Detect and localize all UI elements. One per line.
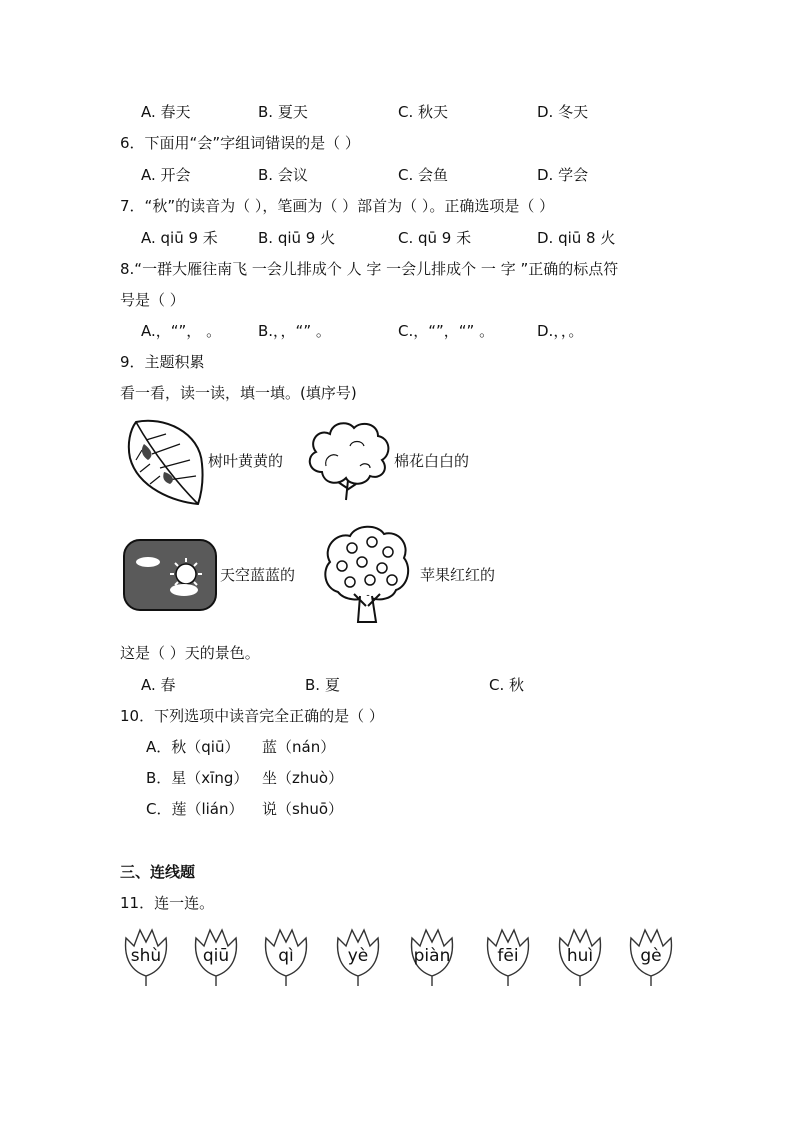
q5-option-a[interactable]: A. 春天 xyxy=(141,103,191,121)
q10-option-b-second: 坐（zhuò） xyxy=(262,769,344,787)
pinyin-label: huì xyxy=(566,946,594,966)
pinyin-flower-ge[interactable] xyxy=(625,924,677,990)
pinyin-flower-qi[interactable] xyxy=(260,924,312,990)
apple-caption: 苹果红红的 xyxy=(420,566,496,584)
q10-option-c[interactable]: C．莲（lián） xyxy=(146,800,244,818)
cotton-illustration xyxy=(302,416,394,502)
q6-option-a[interactable]: A. 开会 xyxy=(141,166,191,184)
q8-stem-line2: 号是（ ） xyxy=(120,291,185,309)
pinyin-flower-ye[interactable] xyxy=(332,924,384,990)
leaf-caption: 树叶黄黄的 xyxy=(208,452,284,470)
cotton-caption: 棉花白白的 xyxy=(394,452,470,470)
q7-option-c[interactable]: C. qū 9 禾 xyxy=(398,229,472,247)
q10-option-a[interactable]: A．秋（qiū） xyxy=(146,738,240,756)
q8-option-b[interactable]: B.，，“” 。 xyxy=(258,322,331,340)
q8-option-a[interactable]: A.，“”， 。 xyxy=(141,322,222,340)
pinyin-flower-hui[interactable] xyxy=(554,924,606,990)
q8-option-c[interactable]: C.，“”，“” 。 xyxy=(398,322,495,340)
pinyin-label: piàn xyxy=(413,946,451,966)
q10-option-b[interactable]: B．星（xīng） xyxy=(146,769,249,787)
q5-option-b[interactable]: B. 夏天 xyxy=(258,103,308,121)
pinyin-label: shù xyxy=(130,946,162,966)
q9-instruction: 看一看，读一读，填一填。(填序号) xyxy=(120,384,357,402)
q7-option-d[interactable]: D. qiū 8 火 xyxy=(537,229,616,247)
q8-stem-line1: 8.“一群大雁往南飞 一会儿排成个 人 字 一会儿排成个 一 字 ”正确的标点符 xyxy=(120,260,619,278)
q7-option-b[interactable]: B. qiū 9 火 xyxy=(258,229,336,247)
leaf-icon xyxy=(124,414,206,508)
pinyin-flower-pian[interactable] xyxy=(406,924,458,990)
q6-stem: 6．下面用“会”字组词错误的是（ ） xyxy=(120,134,360,152)
q8-option-d[interactable]: D.，，。 xyxy=(537,322,584,340)
cotton-icon xyxy=(302,416,394,502)
q5-option-d[interactable]: D. 冬天 xyxy=(537,103,589,121)
q9-question: 这是（ ）天的景色。 xyxy=(120,644,260,662)
pinyin-label: fēi xyxy=(497,946,519,966)
pinyin-label: gè xyxy=(640,946,662,966)
apple-tree-icon xyxy=(320,522,412,626)
q7-option-a[interactable]: A. qiū 9 禾 xyxy=(141,229,218,247)
sky-caption: 天空蓝蓝的 xyxy=(220,566,296,584)
q6-option-c[interactable]: C. 会鱼 xyxy=(398,166,449,184)
q5-option-c[interactable]: C. 秋天 xyxy=(398,103,449,121)
q9-option-c[interactable]: C. 秋 xyxy=(489,676,525,694)
apple-tree-illustration xyxy=(320,522,412,626)
pinyin-flower-qiu[interactable] xyxy=(190,924,242,990)
leaf-illustration xyxy=(124,414,206,508)
sky-illustration xyxy=(122,538,218,612)
pinyin-flower-fei[interactable] xyxy=(482,924,534,990)
q10-option-a-second: 蓝（nán） xyxy=(262,738,336,756)
sky-icon xyxy=(122,538,218,612)
pinyin-label: yè xyxy=(347,946,369,966)
q9-title: 9．主题积累 xyxy=(120,353,205,371)
q6-option-b[interactable]: B. 会议 xyxy=(258,166,308,184)
section3-heading: 三、连线题 xyxy=(120,863,196,881)
q11-stem: 11．连一连。 xyxy=(120,894,215,912)
pinyin-label: qì xyxy=(278,946,294,966)
q7-stem: 7．“秋”的读音为（ ），笔画为（ ）部首为（ ）。正确选项是（ ） xyxy=(120,197,555,215)
pinyin-label: qiū xyxy=(202,946,230,966)
q10-option-c-second: 说（shuō） xyxy=(262,800,344,818)
q6-option-d[interactable]: D. 学会 xyxy=(537,166,589,184)
q10-stem: 10．下列选项中读音完全正确的是（ ） xyxy=(120,707,384,725)
pinyin-flower-shu[interactable] xyxy=(120,924,172,990)
q9-option-a[interactable]: A. 春 xyxy=(141,676,176,694)
q9-option-b[interactable]: B. 夏 xyxy=(305,676,340,694)
